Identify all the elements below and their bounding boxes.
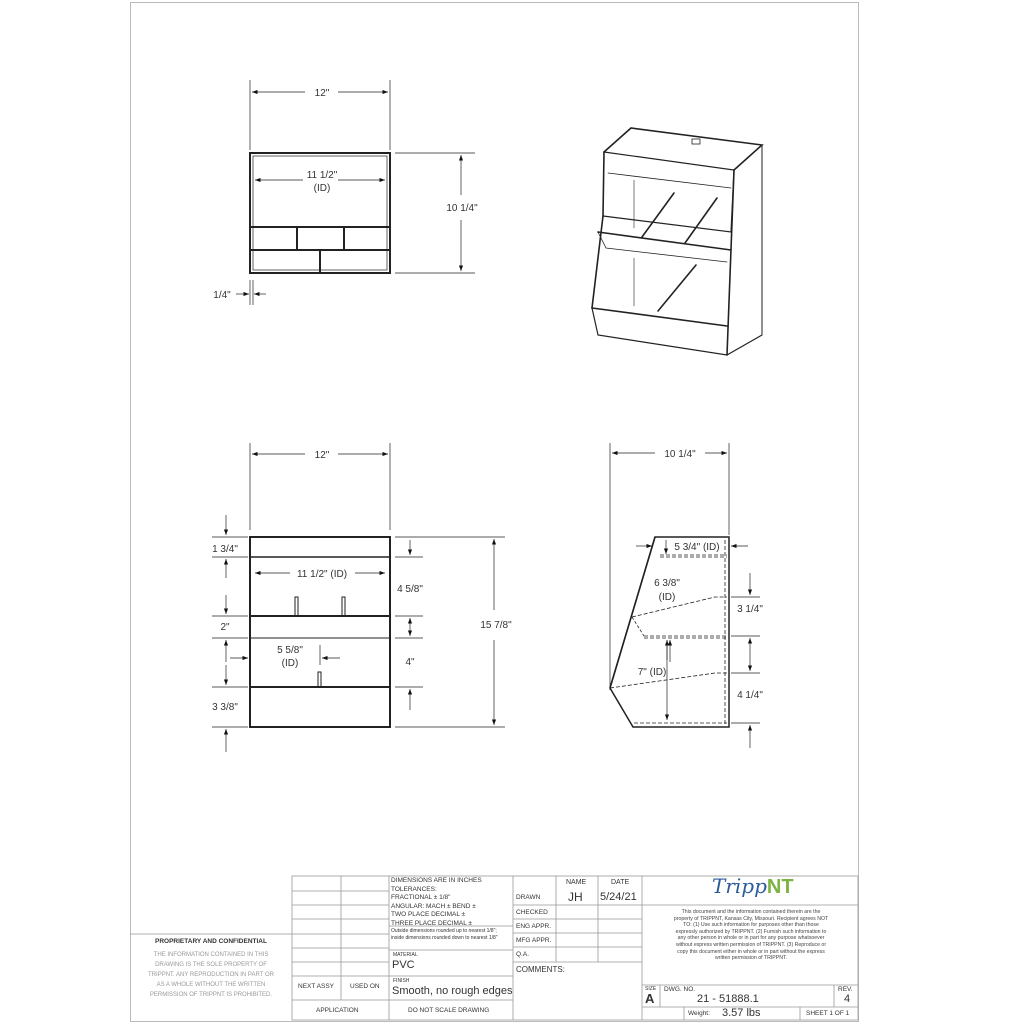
finish-value: Smooth, no rough edges bbox=[392, 985, 513, 997]
top-width-dim: 12" bbox=[314, 88, 330, 99]
top-depth-dim: 10 1/4" bbox=[446, 203, 478, 214]
material-label: MATERIAL bbox=[393, 952, 418, 958]
size-label: SIZE bbox=[645, 986, 657, 992]
approval-label-mfg: MFG APPR. bbox=[516, 937, 552, 944]
sheet-number: SHEET 1 OF 1 bbox=[806, 1010, 850, 1017]
top-inner-width-dim: 11 1/2" bbox=[306, 170, 338, 181]
front-divider-dim: 5 5/8" bbox=[277, 645, 303, 656]
tolerance-line-1: DIMENSIONS ARE IN INCHES bbox=[391, 877, 482, 884]
front-height-dim: 15 7/8" bbox=[480, 620, 512, 631]
side-upper-bin-dim: 6 3/8" bbox=[654, 578, 680, 589]
comments-label: COMMENTS: bbox=[516, 965, 565, 974]
material-value: PVC bbox=[392, 959, 415, 971]
weight-label: Weight: bbox=[688, 1010, 710, 1017]
tolerances-block bbox=[391, 877, 482, 928]
side-dim-3-1-4: 3 1/4" bbox=[737, 604, 763, 615]
logo-script: Tripp bbox=[712, 874, 767, 898]
next-assy-label: NEXT ASSY bbox=[298, 983, 335, 990]
isometric-view bbox=[592, 128, 762, 355]
side-lower-bin-dim: 7" (ID) bbox=[637, 667, 667, 678]
approval-label-eng: ENG APPR. bbox=[516, 923, 552, 930]
top-inner-width-note: (ID) bbox=[313, 183, 331, 194]
side-view bbox=[610, 443, 760, 748]
tolerance-line-2: TOLERANCES: bbox=[391, 885, 437, 893]
front-dim-4-5-8: 4 5/8" bbox=[397, 584, 423, 595]
dwg-no-label: DWG. NO. bbox=[664, 986, 696, 993]
proprietary-notice bbox=[130, 934, 292, 1000]
front-dim-1-3-4: 1 3/4" bbox=[212, 544, 238, 555]
logo-bold: NT bbox=[766, 876, 794, 898]
application-label: APPLICATION bbox=[316, 1007, 359, 1014]
proprietary-title: PROPRIETARY AND CONFIDENTIAL bbox=[155, 938, 267, 945]
top-view bbox=[236, 80, 475, 305]
approval-label-checked: CHECKED bbox=[516, 909, 548, 916]
weight-value: 3.57 lbs bbox=[722, 1007, 761, 1019]
dwg-no-value: 21 - 51888.1 bbox=[697, 993, 759, 1005]
trippnt-logo bbox=[712, 874, 794, 899]
front-width-dim: 12" bbox=[314, 450, 330, 461]
proprietary-body: THE INFORMATION CONTAINED IN THIS DRAWING IS THE SOLE PROPERTY OF TRIPPNT. ANY REPRODUCTION IN PART OR AS A WHOLE WITHOUT THE WRITTEN PERMISSION OF TRIPPNT IS PROHIBITED. bbox=[148, 952, 274, 998]
front-dim-2: 2" bbox=[220, 622, 230, 633]
approval-name-drawn: JH bbox=[568, 890, 583, 904]
front-view bbox=[212, 443, 505, 752]
legal-notice: This document and the information contained therein are the property of TRIPPNT, Kansas City, Missouri. Recipient agrees NOT TO: (1) Use such information for purposes other than those expressly authorized by TRIPPNT. (2) Furnish such information to any other person in whole or in part for any purpose whatsoever without express written permission of TRIPPNT. (3) Reproduce or copy this document either in whole or in part without the express written permission of TRIPPNT. bbox=[673, 909, 829, 962]
date-header: DATE bbox=[611, 879, 630, 886]
finish-label: FINISH bbox=[393, 978, 410, 984]
name-header: NAME bbox=[566, 879, 587, 886]
used-on-label: USED ON bbox=[350, 983, 380, 990]
top-wall-dim: 1/4" bbox=[213, 290, 231, 301]
approval-label-drawn: DRAWN bbox=[516, 894, 541, 901]
rev-label: REV. bbox=[838, 986, 853, 993]
front-divider-note: (ID) bbox=[281, 658, 299, 669]
do-not-scale-note: DO NOT SCALE DRAWING bbox=[408, 1007, 490, 1014]
size-value: A bbox=[645, 991, 655, 1006]
front-dim-4: 4" bbox=[405, 657, 415, 668]
tolerance-line-4: ANGULAR: MACH ± BEND ± bbox=[391, 902, 476, 910]
front-dim-3-3-8: 3 3/8" bbox=[212, 702, 238, 713]
approval-label-qa: Q.A. bbox=[516, 951, 530, 958]
side-upper-bin-note: (ID) bbox=[658, 592, 676, 603]
rev-value: 4 bbox=[844, 993, 851, 1005]
side-dim-4-1-4: 4 1/4" bbox=[737, 690, 763, 701]
tolerance-line-6: THREE PLACE DECIMAL ± bbox=[391, 919, 472, 927]
tolerance-note: Outside dimensions rounded up to nearest 1/8"; inside dimensions rounded down to nearest 1/8" bbox=[391, 928, 498, 941]
front-inner-width-dim: 11 1/2" (ID) bbox=[296, 569, 348, 580]
side-depth-dim: 10 1/4" bbox=[664, 449, 696, 460]
tolerance-line-3: FRACTIONAL ± 1/8" bbox=[391, 894, 451, 901]
side-top-opening-dim: 5 3/4" (ID) bbox=[674, 542, 720, 553]
approval-date-drawn: 5/24/21 bbox=[600, 891, 637, 903]
tolerance-line-5: TWO PLACE DECIMAL ± bbox=[391, 911, 466, 918]
